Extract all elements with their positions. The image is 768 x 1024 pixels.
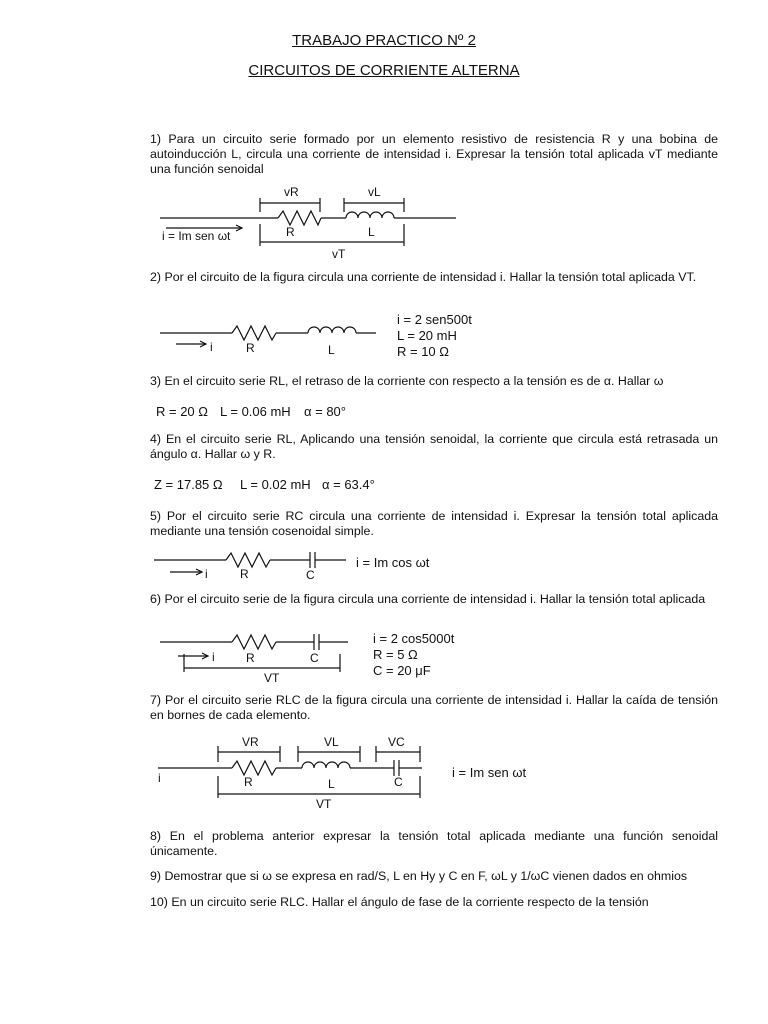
fig1-R-label: R [286, 225, 295, 239]
fig2-value-R: R = 10 Ω [397, 344, 449, 359]
problem-2-text: 2) Por el circuito de la figura circula una corriente de intensidad i. Hallar la tensión total aplicada VT. [150, 270, 697, 284]
p4-alpha-value: α = 63.4° [322, 477, 375, 492]
problem-5-text: 5) Por el circuito serie RC circula una corriente de intensidad i. Expresar la tensión total aplicada mediante una tensión cosenoidal simple. [150, 509, 718, 538]
page-subtitle: CIRCUITOS DE CORRIENTE ALTERNA [248, 62, 520, 79]
p3-L-value: L = 0.06 mH [220, 404, 291, 419]
fig2-i-label: i [210, 340, 213, 354]
problem-6-text: 6) Por el circuito serie de la figura circula una corriente de intensidad i. Hallar la tensión total aplicada [150, 592, 706, 606]
figure-5-circuit [150, 548, 350, 584]
fig6-value-C: C = 20 μF [373, 663, 431, 678]
fig7-VR-label: VR [242, 735, 259, 749]
fig6-R-label: R [246, 651, 255, 665]
fig7-VL-label: VL [324, 735, 339, 749]
fig7-L-label: L [328, 777, 335, 791]
figure-6-circuit [150, 630, 350, 686]
fig1-vL-label: vL [368, 185, 381, 199]
fig6-value-R: R = 5 Ω [373, 647, 418, 662]
fig7-i-label: i [158, 771, 161, 785]
problem-9-text: 9) Demostrar que si ω se expresa en rad/S, L en Hy y C en F, ωL y 1/ωC vienen dados en ohmios [150, 869, 688, 883]
page-title: TRABAJO PRACTICO Nº 2 [292, 32, 476, 49]
fig7-VT-label: VT [316, 797, 332, 811]
problem-7-text: 7) Por el circuito serie RLC de la figura circula una corriente de intensidad i. Hallar la caída de tensión en bornes de cada elemento. [150, 693, 718, 722]
fig2-value-i: i = 2 sen500t [397, 312, 472, 327]
problem-3-text: 3) En el circuito serie RL, el retraso de la corriente con respecto a la tensión es de α. Hallar ω [150, 374, 664, 388]
fig7-current-formula: i = Im sen ωt [452, 765, 527, 780]
fig5-current-formula: i = Im cos ωt [356, 555, 430, 570]
problem-10-text: 10) En un circuito serie RLC. Hallar el ángulo de fase de la corriente respecto de la tensión [150, 895, 649, 909]
fig7-VC-label: VC [388, 735, 405, 749]
problem-8-text: 8) En el problema anterior expresar la tensión total aplicada mediante una función senoidal únicamente. [150, 829, 718, 858]
fig6-values [373, 631, 454, 679]
fig2-R-label: R [246, 341, 255, 355]
p4-Z-value: Z = 17.85 Ω [154, 477, 223, 492]
problem-4-text: 4) En el circuito serie RL, Aplicando una tensión senoidal, la corriente que circula está retrasada un ángulo α. Hallar ω y R. [150, 432, 718, 461]
fig6-value-i: i = 2 cos5000t [373, 631, 455, 646]
fig7-C-label: C [394, 775, 403, 789]
fig2-values [397, 312, 472, 360]
p3-R-value: R = 20 Ω [156, 404, 208, 419]
fig1-vT-label: vT [332, 247, 346, 261]
fig1-current-formula: i = Im sen ωt [162, 229, 231, 243]
fig7-R-label: R [244, 775, 253, 789]
fig2-value-L: L = 20 mH [397, 328, 457, 343]
fig6-C-label: C [310, 651, 319, 665]
fig1-L-label: L [368, 225, 375, 239]
fig5-C-label: C [306, 568, 315, 582]
figure-1-circuit [150, 186, 470, 262]
fig1-vR-label: vR [284, 185, 299, 199]
figure-2-circuit [150, 316, 380, 366]
problem-1-text: 1) Para un circuito serie formado por un elemento resistivo de resistencia R y una bobina de autoinducción L, circula una corriente de intensidad i. Expresar la tensión total aplicada vT mediante una función senoidal [150, 132, 718, 176]
fig5-i-label: i [205, 567, 208, 581]
fig2-L-label: L [328, 343, 335, 357]
fig5-R-label: R [240, 567, 249, 581]
fig6-VT-label: VT [264, 671, 280, 685]
fig6-i-label: i [212, 650, 215, 664]
p4-L-value: L = 0.02 mH [240, 477, 311, 492]
p3-alpha-value: α = 80° [304, 404, 346, 419]
